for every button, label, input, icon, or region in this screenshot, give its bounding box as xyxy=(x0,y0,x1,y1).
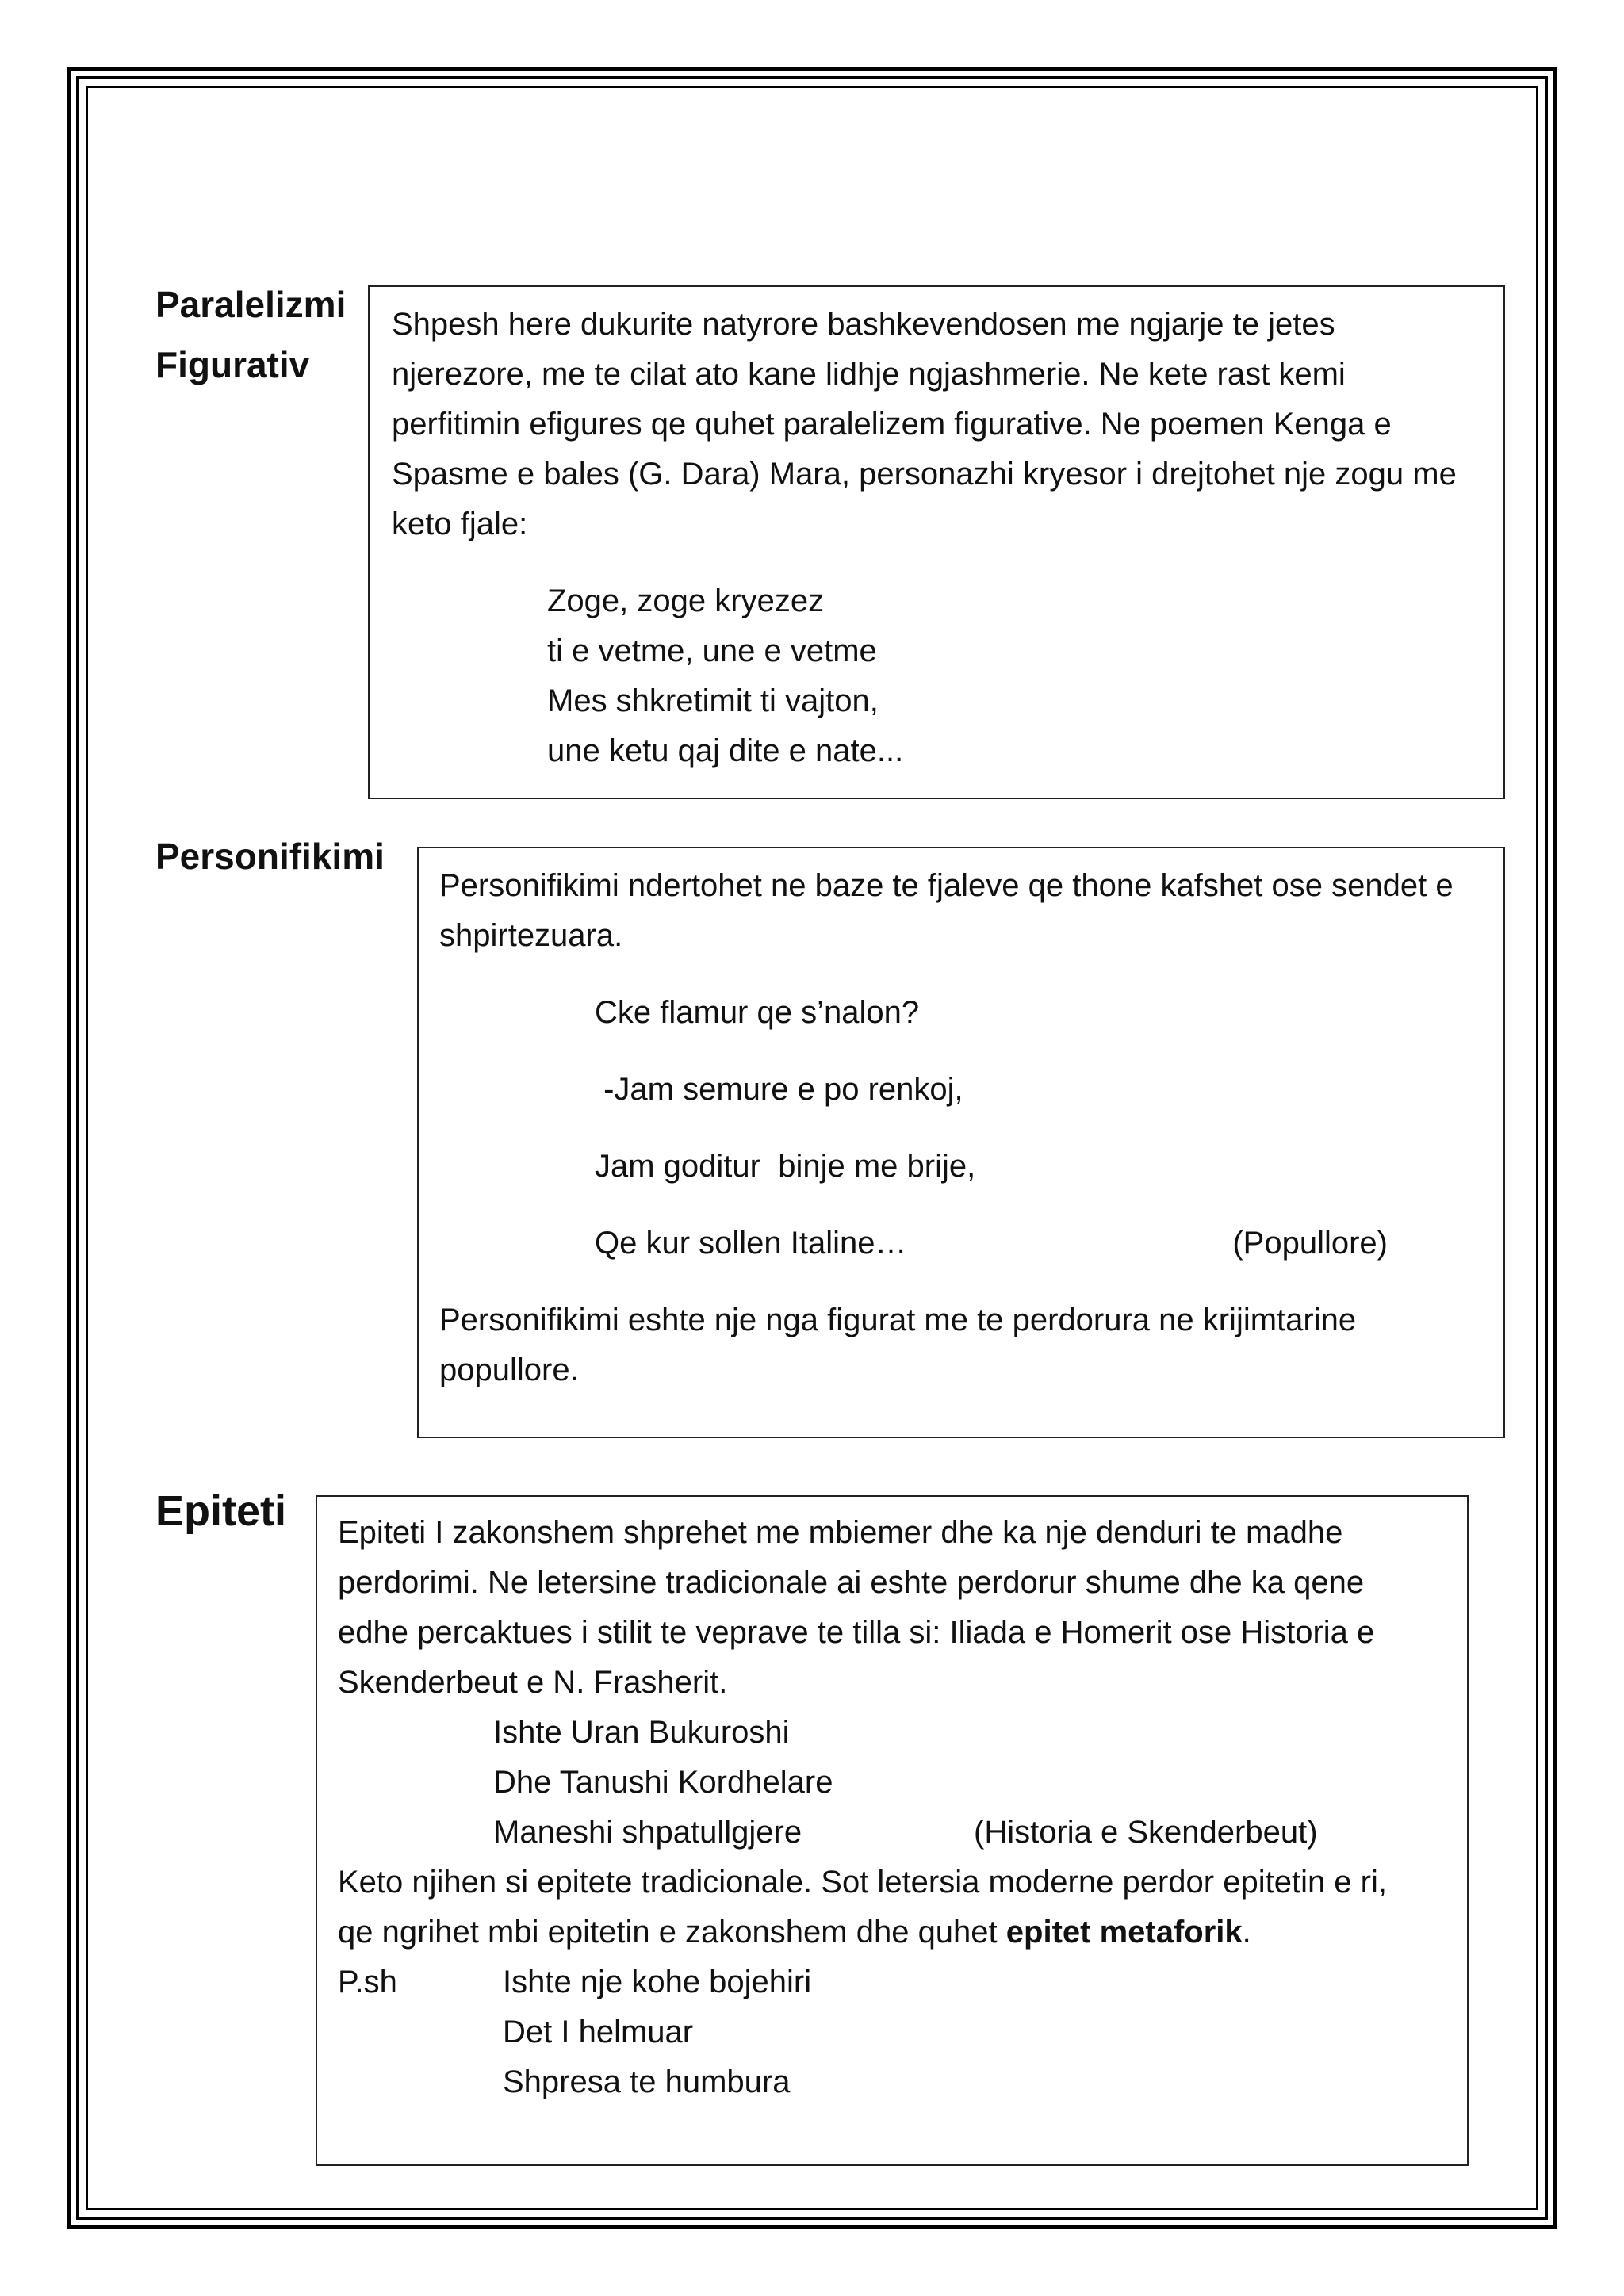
verse-line: Maneshi shpatullgjere xyxy=(493,1815,802,1850)
body-line: Personifikimi eshte nje nga figurat me te perdorura ne krijimtarine xyxy=(439,1303,1357,1337)
body-line: Keto njihen si epitete tradicionale. Sot letersia moderne perdor epitetin e ri, xyxy=(338,1865,1387,1900)
body-line: edhe percaktues i stilit te veprave te tilla si: Iliada e Homerit ose Historia e xyxy=(338,1615,1375,1650)
heading-epiteti: Epiteti xyxy=(155,1487,287,1535)
example-prefix: P.sh xyxy=(338,1965,397,1999)
verse-source: (Popullore) xyxy=(1232,1226,1388,1261)
body-line: Epiteti I zakonshem shprehet me mbiemer dhe ka nje denduri te madhe xyxy=(338,1515,1343,1550)
verse-line: Qe kur sollen Italine… xyxy=(595,1226,907,1261)
heading-line: Paralelizmi xyxy=(155,284,347,325)
example-item: Det I helmuar xyxy=(503,2015,694,2049)
verse-line-with-source xyxy=(338,1808,1446,1858)
heading-paralelizmi xyxy=(155,274,346,395)
heading-personifikimi: Personifikimi xyxy=(155,836,385,877)
verse-line: -Jam semure e po renkoj, xyxy=(595,1072,963,1107)
body-line: keto fjale: xyxy=(392,507,528,541)
closing-text xyxy=(439,1295,1483,1395)
verse-line: Ishte Uran Bukuroshi xyxy=(493,1715,790,1750)
verse-line: Dhe Tanushi Kordhelare xyxy=(493,1765,833,1800)
verse-block xyxy=(392,576,1483,776)
body-line: Skenderbeut e N. Frasherit. xyxy=(338,1665,728,1700)
paralelizmi-box xyxy=(368,285,1505,799)
body-line: perdorimi. Ne letersine tradicionale ai eshte perdorur shume dhe ka qene xyxy=(338,1565,1365,1600)
text-span: qe ngrihet mbi epitetin e zakonshem dhe quhet xyxy=(338,1915,1006,1950)
body-line: shpirtezuara. xyxy=(439,918,623,953)
verse-line: Cke flamur qe s’nalon? xyxy=(595,995,920,1030)
body-line-mixed xyxy=(338,1908,1446,1957)
body-line: perfitimin efigures qe quhet paralelizem figurative. Ne poemen Kenga e xyxy=(392,407,1392,442)
body-line: popullore. xyxy=(439,1353,579,1387)
bold-term: epitet metaforik xyxy=(1005,1915,1243,1950)
verse-line-with-source xyxy=(595,1219,1483,1269)
body-line: Shpesh here dukurite natyrore bashkevendosen me ngjarje te jetes xyxy=(392,307,1335,342)
example-item: Ishte nje kohe bojehiri xyxy=(503,1965,812,1999)
personifikimi-box xyxy=(417,847,1505,1438)
example-line xyxy=(338,2007,1446,2057)
verse-block xyxy=(439,988,1483,1269)
example-item: Shpresa te humbura xyxy=(503,2064,791,2099)
verse-line: Jam goditur binje me brije, xyxy=(595,1149,976,1184)
heading-line: Figurativ xyxy=(155,344,310,385)
verse-line: Mes shkretimit ti vajton, xyxy=(547,683,879,718)
example-line xyxy=(338,1957,1446,2007)
body-line: Spasme e bales (G. Dara) Mara, personazhi kryesor i drejtohet nje zogu me xyxy=(392,457,1457,492)
verse-line: ti e vetme, une e vetme xyxy=(547,633,877,668)
example-line xyxy=(338,2057,1446,2107)
epiteti-box xyxy=(316,1495,1469,2166)
verse-line: une ketu qaj dite e nate... xyxy=(547,733,904,768)
body-line: Personifikimi ndertohet ne baze te fjaleve qe thone kafshet ose sendet e xyxy=(439,868,1454,903)
verse-source: (Historia e Skenderbeut) xyxy=(974,1815,1318,1850)
text-span: . xyxy=(1242,1915,1251,1950)
body-line: njerezore, me te cilat ato kane lidhje ngjashmerie. Ne kete rast kemi xyxy=(392,357,1346,392)
verse-line: Zoge, zoge kryezez xyxy=(547,584,825,618)
